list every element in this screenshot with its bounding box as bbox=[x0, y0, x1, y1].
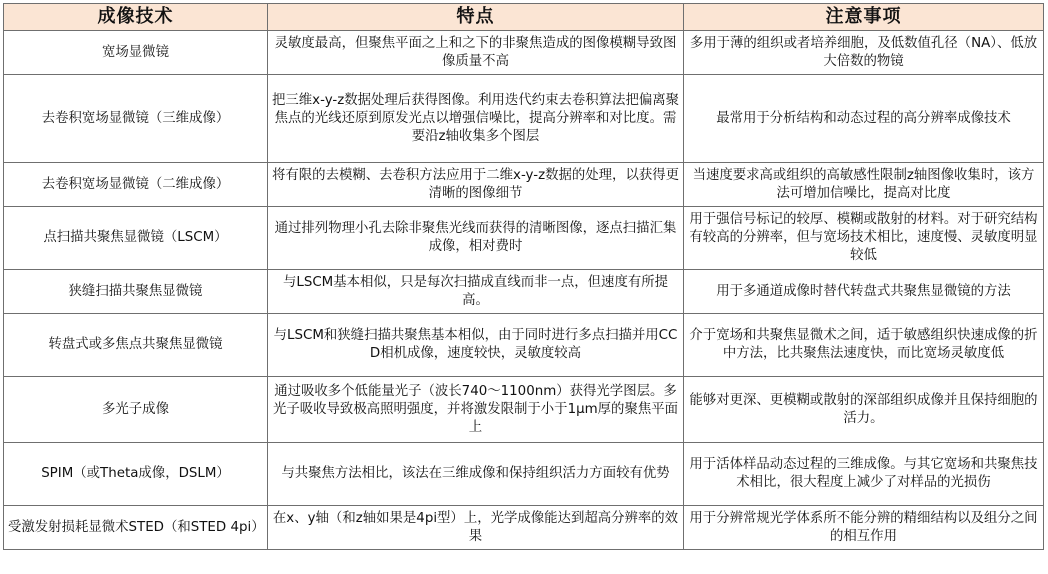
technique-cell: 去卷积宽场显微镜（三维成像） bbox=[4, 75, 268, 163]
table-row bbox=[4, 163, 1044, 207]
table-row bbox=[4, 443, 1044, 506]
features-cell: 通过吸收多个低能量光子（波长740～1100nm）获得光学图层。多光子吸收导致极高照明强度，并将激发限制于小于1μm厚的聚焦平面上 bbox=[268, 377, 684, 443]
features-cell: 通过排列物理小孔去除非聚焦光线而获得的清晰图像，逐点扫描汇集成像，相对费时 bbox=[268, 207, 684, 270]
table-row bbox=[4, 377, 1044, 443]
technique-cell: 点扫描共聚焦显微镜（LSCM） bbox=[4, 207, 268, 270]
features-cell: 与LSCM和狭缝扫描共聚焦基本相似，由于同时进行多点扫描并用CCD相机成像，速度较快，灵敏度较高 bbox=[268, 314, 684, 377]
notes-cell: 用于分辨常规光学体系所不能分辨的精细结构以及组分之间的相互作用 bbox=[684, 506, 1044, 550]
notes-cell: 多用于薄的组织或者培养细胞，及低数值孔径（NA）、低放大倍数的物镜 bbox=[684, 31, 1044, 75]
technique-cell: 转盘式或多焦点共聚焦显微镜 bbox=[4, 314, 268, 377]
technique-cell: SPIM（或Theta成像，DSLM） bbox=[4, 443, 268, 506]
notes-cell: 能够对更深、更模糊或散射的深部组织成像并且保持细胞的活力。 bbox=[684, 377, 1044, 443]
technique-cell: 多光子成像 bbox=[4, 377, 268, 443]
notes-cell: 用于活体样品动态过程的三维成像。与其它宽场和共聚焦技术相比，很大程度上减少了对样品的光损伤 bbox=[684, 443, 1044, 506]
notes-cell: 最常用于分析结构和动态过程的高分辨率成像技术 bbox=[684, 75, 1044, 163]
table-row bbox=[4, 314, 1044, 377]
features-cell: 在x、y轴（和z轴如果是4pi型）上，光学成像能达到超高分辨率的效果 bbox=[268, 506, 684, 550]
table-row bbox=[4, 31, 1044, 75]
header-technique: 成像技术 bbox=[4, 4, 268, 31]
header-notes: 注意事项 bbox=[684, 4, 1044, 31]
table-row bbox=[4, 207, 1044, 270]
technique-cell: 狭缝扫描共聚焦显微镜 bbox=[4, 270, 268, 314]
imaging-techniques-table bbox=[3, 3, 1044, 550]
notes-cell: 用于强信号标记的较厚、模糊或散射的材料。对于研究结构有较高的分辨率，但与宽场技术相比，速度慢、灵敏度明显较低 bbox=[684, 207, 1044, 270]
table-row bbox=[4, 270, 1044, 314]
table-body bbox=[4, 31, 1044, 550]
features-cell: 将有限的去模糊、去卷积方法应用于二维x-y-z数据的处理，以获得更清晰的图像细节 bbox=[268, 163, 684, 207]
table-row bbox=[4, 75, 1044, 163]
notes-cell: 当速度要求高或组织的高敏感性限制z轴图像收集时，该方法可增加信噪比，提高对比度 bbox=[684, 163, 1044, 207]
header-row bbox=[4, 4, 1044, 31]
technique-cell: 去卷积宽场显微镜（二维成像） bbox=[4, 163, 268, 207]
features-cell: 与共聚焦方法相比，该法在三维成像和保持组织活力方面较有优势 bbox=[268, 443, 684, 506]
features-cell: 灵敏度最高，但聚焦平面之上和之下的非聚焦造成的图像模糊导致图像质量不高 bbox=[268, 31, 684, 75]
technique-cell: 宽场显微镜 bbox=[4, 31, 268, 75]
header-features: 特点 bbox=[268, 4, 684, 31]
technique-cell: 受激发射损耗显微术STED（和STED 4pi） bbox=[4, 506, 268, 550]
features-cell: 与LSCM基本相似，只是每次扫描成直线而非一点，但速度有所提高。 bbox=[268, 270, 684, 314]
table-header bbox=[4, 4, 1044, 31]
features-cell: 把三维x-y-z数据处理后获得图像。利用迭代约束去卷积算法把偏离聚焦点的光线还原到原发光点以增强信噪比，提高分辨率和对比度。需要沿z轴收集多个图层 bbox=[268, 75, 684, 163]
table-row bbox=[4, 506, 1044, 550]
notes-cell: 介于宽场和共聚焦显微术之间，适于敏感组织快速成像的折中方法，比共聚焦法速度快，而比宽场灵敏度低 bbox=[684, 314, 1044, 377]
notes-cell: 用于多通道成像时替代转盘式共聚焦显微镜的方法 bbox=[684, 270, 1044, 314]
